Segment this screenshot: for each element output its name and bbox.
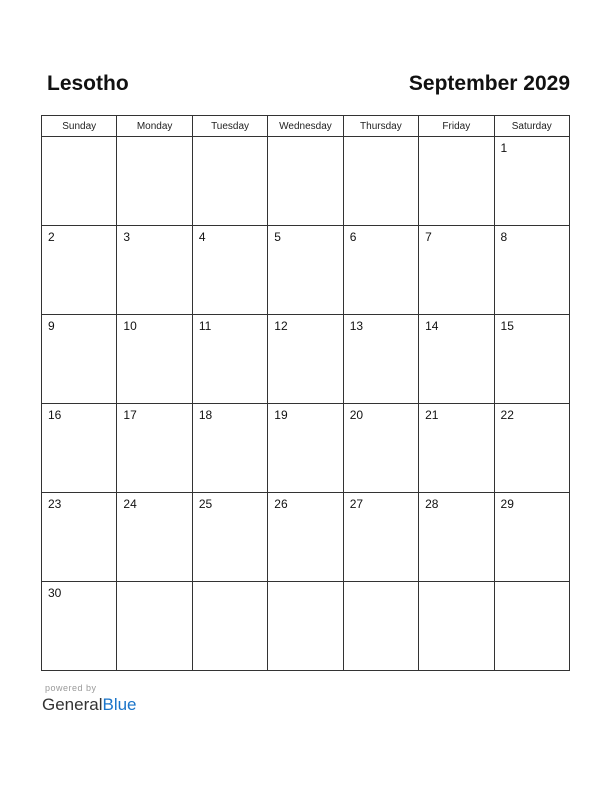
weekday-header: Wednesday xyxy=(268,116,343,137)
day-number: 24 xyxy=(123,497,137,511)
day-number: 18 xyxy=(198,408,213,422)
day-cell xyxy=(117,315,192,404)
day-cell xyxy=(192,226,267,315)
day-number xyxy=(42,137,116,141)
week-row xyxy=(42,404,570,493)
day-cell xyxy=(268,404,343,493)
day-cell xyxy=(268,582,343,671)
day-cell xyxy=(117,404,192,493)
weekday-header-row xyxy=(42,116,570,137)
day-number: 8 xyxy=(500,230,508,244)
week-row xyxy=(42,226,570,315)
week-row xyxy=(42,137,570,226)
day-cell xyxy=(192,404,267,493)
day-number: 27 xyxy=(349,497,364,511)
day-cell xyxy=(192,315,267,404)
day-number: 4 xyxy=(198,230,206,244)
day-number: 19 xyxy=(274,408,288,422)
country-title: Lesotho xyxy=(47,72,129,95)
day-number: 26 xyxy=(274,497,288,511)
day-number xyxy=(193,137,267,141)
day-number: 20 xyxy=(349,408,364,422)
day-number: 30 xyxy=(48,586,62,600)
day-cell xyxy=(419,137,494,226)
weekday-header: Tuesday xyxy=(192,116,267,137)
day-number xyxy=(193,582,267,586)
calendar-header xyxy=(41,70,570,98)
day-number xyxy=(495,582,569,586)
day-number: 9 xyxy=(48,319,55,333)
day-number xyxy=(117,137,191,141)
weekday-header: Sunday xyxy=(42,116,117,137)
day-cell xyxy=(268,493,343,582)
day-cell xyxy=(419,226,494,315)
day-number: 28 xyxy=(425,497,439,511)
week-row xyxy=(42,493,570,582)
month-year-title: September 2029 xyxy=(408,72,570,95)
day-cell xyxy=(494,137,569,226)
day-cell xyxy=(494,315,569,404)
day-cell xyxy=(494,493,569,582)
day-cell xyxy=(268,315,343,404)
day-cell xyxy=(494,226,569,315)
day-number: 23 xyxy=(48,497,62,511)
day-cell xyxy=(419,582,494,671)
day-cell xyxy=(117,582,192,671)
weekday-header: Saturday xyxy=(494,116,569,137)
day-number xyxy=(268,582,342,586)
day-cell xyxy=(117,493,192,582)
day-number: 16 xyxy=(48,408,62,422)
day-cell xyxy=(343,582,418,671)
day-number: 1 xyxy=(500,141,508,155)
day-number: 22 xyxy=(500,408,514,422)
day-cell xyxy=(42,404,117,493)
day-number xyxy=(344,582,418,586)
day-number: 12 xyxy=(274,319,288,333)
day-cell xyxy=(268,226,343,315)
day-cell xyxy=(343,137,418,226)
day-cell xyxy=(117,226,192,315)
weekday-header: Thursday xyxy=(343,116,418,137)
calendar-grid xyxy=(41,115,570,671)
day-cell xyxy=(494,582,569,671)
day-number: 25 xyxy=(198,497,213,511)
footer-branding xyxy=(42,682,137,716)
day-number: 3 xyxy=(123,230,131,244)
day-number xyxy=(117,582,191,586)
day-cell xyxy=(419,493,494,582)
day-number xyxy=(419,137,493,141)
day-number: 2 xyxy=(48,230,55,244)
day-cell xyxy=(42,315,117,404)
day-cell xyxy=(343,226,418,315)
week-row xyxy=(42,315,570,404)
day-cell xyxy=(494,404,569,493)
day-number xyxy=(419,582,493,586)
day-cell xyxy=(42,493,117,582)
day-cell xyxy=(192,582,267,671)
day-cell xyxy=(42,582,117,671)
day-cell xyxy=(192,493,267,582)
day-cell xyxy=(419,315,494,404)
week-row xyxy=(42,582,570,671)
brand-name-blue: Blue xyxy=(102,695,137,714)
day-number: 17 xyxy=(123,408,137,422)
day-cell xyxy=(268,137,343,226)
day-number xyxy=(268,137,342,141)
weekday-header: Monday xyxy=(117,116,192,137)
day-number: 6 xyxy=(349,230,357,244)
day-cell xyxy=(343,493,418,582)
brand-name-general: General xyxy=(42,695,103,714)
day-number: 10 xyxy=(123,319,137,333)
day-cell xyxy=(42,137,117,226)
day-number: 21 xyxy=(425,408,439,422)
day-cell xyxy=(343,404,418,493)
day-number xyxy=(344,137,418,141)
weekday-header: Friday xyxy=(419,116,494,137)
day-number: 5 xyxy=(274,230,281,244)
day-cell xyxy=(117,137,192,226)
day-cell xyxy=(192,137,267,226)
day-number: 29 xyxy=(500,497,514,511)
brand-logo xyxy=(42,694,137,716)
day-cell xyxy=(343,315,418,404)
day-number: 11 xyxy=(198,319,212,333)
day-cell xyxy=(42,226,117,315)
day-cell xyxy=(419,404,494,493)
powered-by-text: powered by xyxy=(45,683,97,693)
day-number: 15 xyxy=(500,319,514,333)
day-number: 13 xyxy=(349,319,364,333)
day-number: 14 xyxy=(425,319,439,333)
day-number: 7 xyxy=(425,230,432,244)
